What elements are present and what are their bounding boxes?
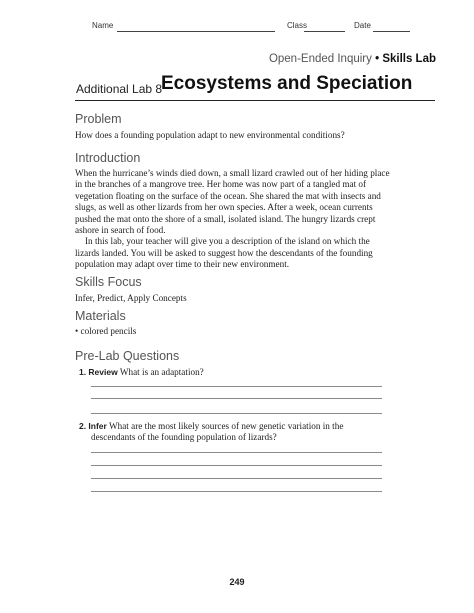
class-label: Class <box>287 21 308 30</box>
intro-line: In this lab, your teacher will give you a description of the island on which the <box>85 236 370 247</box>
date-label: Date <box>354 21 371 30</box>
answer-line[interactable] <box>91 491 382 492</box>
date-field[interactable] <box>373 31 410 32</box>
intro-line: in the branches of a mangrove tree. Her home was now part of a tangled mat of <box>75 179 367 190</box>
problem-heading: Problem <box>75 112 122 126</box>
intro-line: population may adapt over time to their new environment. <box>75 259 290 270</box>
answer-line[interactable] <box>91 478 382 479</box>
intro-line: ashore in search of food. <box>75 225 166 236</box>
introduction-text <box>75 168 445 271</box>
materials-heading: Materials <box>75 309 126 323</box>
question-2 <box>79 421 343 444</box>
answer-line[interactable] <box>91 465 382 466</box>
question-text-continued: descendants of the founding population of lizards? <box>91 432 277 443</box>
class-field[interactable] <box>304 31 345 32</box>
answer-line[interactable] <box>91 413 382 414</box>
inquiry-type: Open-Ended Inquiry <box>268 53 372 65</box>
question-1 <box>79 367 204 378</box>
inquiry-category: Skills Lab <box>382 53 436 65</box>
skills-focus-heading: Skills Focus <box>75 275 142 289</box>
student-info-row <box>92 21 113 30</box>
name-field[interactable] <box>117 31 275 32</box>
intro-line: vegetation floating on the surface of the ocean. She shared the mat with insects and <box>75 190 381 201</box>
intro-line: slugs, as well as other lizards from her own species. After a week, ocean currents <box>75 202 373 213</box>
lab-number: Additional Lab 8 <box>76 82 163 96</box>
answer-line[interactable] <box>91 386 382 387</box>
question-number: 1. <box>79 367 87 377</box>
answer-line[interactable] <box>91 452 382 453</box>
question-label: Review <box>88 367 118 377</box>
inquiry-bullet: • <box>375 53 380 65</box>
materials-item: • colored pencils <box>75 326 137 336</box>
problem-text: How does a founding population adapt to new environmental conditions? <box>75 130 345 140</box>
question-label: Infer <box>88 421 107 431</box>
question-number: 2. <box>79 421 87 431</box>
page-number: 249 <box>229 577 245 587</box>
question-text: What are the most likely sources of new genetic variation in the <box>108 421 344 431</box>
question-text: What is an adaptation? <box>119 367 204 377</box>
inquiry-tag <box>269 53 436 65</box>
skills-focus-text: Infer, Predict, Apply Concepts <box>75 293 187 303</box>
intro-line: When the hurricane’s winds died down, a small lizard crawled out of her hiding place <box>75 168 390 178</box>
name-label: Name <box>92 21 114 30</box>
page-title: Ecosystems and Speciation <box>161 73 413 94</box>
title-divider <box>75 100 435 101</box>
prelab-heading: Pre-Lab Questions <box>75 349 180 363</box>
intro-line: pushed the mat onto the shore of a small, isolated island. The hungry lizards crept <box>75 213 376 224</box>
introduction-heading: Introduction <box>75 151 141 165</box>
answer-line[interactable] <box>91 398 382 399</box>
intro-line: lizards landed. You will be asked to suggest how the descendants of the founding <box>75 247 373 258</box>
